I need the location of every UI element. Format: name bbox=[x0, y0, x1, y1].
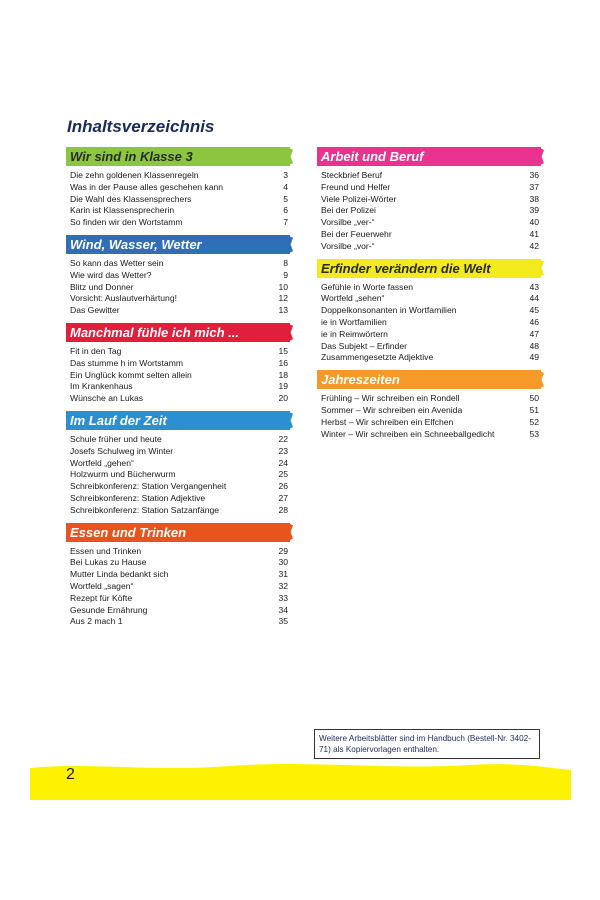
toc-entry-page: 15 bbox=[278, 345, 288, 356]
toc-entry-list bbox=[66, 166, 290, 235]
toc-entry bbox=[70, 393, 288, 405]
toc-entry-label: Bei der Feuerwehr bbox=[321, 228, 392, 239]
toc-entry-label: Rezept für Köfte bbox=[70, 592, 133, 603]
toc-entry-page: 22 bbox=[278, 433, 288, 444]
toc-section-im-lauf-der-zeit bbox=[66, 411, 290, 523]
toc-entry-label: Bei Lukas zu Hause bbox=[70, 557, 147, 568]
toc-entry bbox=[70, 557, 288, 569]
toc-entry-list bbox=[66, 342, 290, 411]
toc-entry-page: 28 bbox=[278, 504, 288, 515]
toc-entry-page: 46 bbox=[529, 316, 539, 327]
toc-entry-label: Schreibkonferenz: Station Vergangenheit bbox=[70, 481, 227, 492]
toc-entry-page: 5 bbox=[283, 193, 288, 204]
toc-entry-page: 29 bbox=[278, 545, 288, 556]
toc-entry bbox=[70, 458, 288, 470]
toc-entry bbox=[321, 341, 539, 353]
toc-entry-page: 30 bbox=[278, 557, 288, 568]
toc-entry-page: 38 bbox=[529, 193, 539, 204]
toc-entry bbox=[70, 217, 288, 229]
toc-entry-label: Das stumme h im Wortstamm bbox=[70, 357, 184, 368]
toc-entry-page: 33 bbox=[278, 592, 288, 603]
toc-entry-page: 41 bbox=[529, 228, 539, 239]
toc-entry-label: Das Subjekt – Erfinder bbox=[321, 340, 407, 351]
toc-entry-page: 6 bbox=[283, 205, 288, 216]
handbook-note: Weitere Arbeitsblätter sind im Handbuch (Bestell-Nr. 3402-71) als Kopiervorlagen enthalten. bbox=[314, 729, 540, 759]
toc-entry-label: ie in Reimwörtern bbox=[321, 328, 388, 339]
toc-entry-page: 18 bbox=[278, 369, 288, 380]
toc-entry-list bbox=[66, 254, 290, 323]
toc-entry-page: 16 bbox=[278, 357, 288, 368]
toc-entry-label: Vorsilbe „ver-“ bbox=[321, 217, 375, 228]
toc-entry bbox=[321, 305, 539, 317]
toc-entry-page: 27 bbox=[278, 492, 288, 503]
section-heading: Jahreszeiten bbox=[317, 370, 541, 389]
toc-entry-list bbox=[317, 278, 541, 371]
toc-entry-page: 12 bbox=[278, 293, 288, 304]
toc-entry bbox=[70, 370, 288, 382]
toc-entry bbox=[321, 405, 539, 417]
toc-entry-page: 42 bbox=[529, 240, 539, 251]
toc-entry bbox=[321, 317, 539, 329]
toc-entry-page: 40 bbox=[529, 217, 539, 228]
toc-entry-page: 47 bbox=[529, 328, 539, 339]
section-heading: Wir sind in Klasse 3 bbox=[66, 147, 290, 166]
toc-entry bbox=[321, 217, 539, 229]
toc-entry bbox=[321, 194, 539, 206]
toc-column-right bbox=[317, 147, 541, 446]
toc-entry-label: Wünsche an Lukas bbox=[70, 393, 144, 404]
section-heading: Essen und Trinken bbox=[66, 523, 290, 542]
toc-entry bbox=[321, 352, 539, 364]
toc-entry-label: Ein Unglück kommt selten allein bbox=[70, 369, 192, 380]
footer-band bbox=[30, 758, 571, 800]
toc-entry-label: Mutter Linda bedankt sich bbox=[70, 569, 169, 580]
toc-entry bbox=[70, 434, 288, 446]
toc-entry-page: 39 bbox=[529, 205, 539, 216]
toc-entry-label: Herbst – Wir schreiben ein Elfchen bbox=[321, 416, 454, 427]
toc-entry bbox=[70, 481, 288, 493]
toc-entry bbox=[321, 417, 539, 429]
toc-entry-label: Vorsicht: Auslautverhärtung! bbox=[70, 293, 178, 304]
toc-entry-label: Vorsilbe „vor-“ bbox=[321, 240, 375, 251]
footer-band-shape bbox=[30, 764, 571, 800]
section-heading: Im Lauf der Zeit bbox=[66, 411, 290, 430]
toc-entry-page: 32 bbox=[278, 580, 288, 591]
toc-entry-page: 34 bbox=[278, 604, 288, 615]
toc-entry-label: Die zehn goldenen Klassenregeln bbox=[70, 170, 199, 180]
toc-entry bbox=[70, 258, 288, 270]
toc-entry-page: 23 bbox=[278, 445, 288, 456]
toc-section-wind-wasser-wetter bbox=[66, 235, 290, 323]
toc-entry bbox=[70, 182, 288, 194]
toc-entry-label: Fit in den Tag bbox=[70, 345, 122, 356]
toc-entry-label: Steckbrief Beruf bbox=[321, 170, 383, 180]
toc-entry-label: Bei der Polizei bbox=[321, 205, 376, 216]
toc-section-essen-und-trinken bbox=[66, 523, 290, 635]
toc-entry-list bbox=[317, 389, 541, 446]
toc-entry-list bbox=[317, 166, 541, 259]
toc-entry bbox=[70, 381, 288, 393]
toc-entry bbox=[70, 446, 288, 458]
toc-entry-label: Im Krankenhaus bbox=[70, 381, 133, 392]
toc-entry bbox=[321, 282, 539, 294]
toc-entry bbox=[70, 270, 288, 282]
toc-entry-label: Was in der Pause alles geschehen kann bbox=[70, 181, 224, 192]
toc-entry-label: So kann das Wetter sein bbox=[70, 257, 164, 268]
toc-entry-label: Schreibkonferenz: Station Satzanfänge bbox=[70, 504, 220, 515]
toc-entry-page: 52 bbox=[529, 416, 539, 427]
toc-entry-page: 7 bbox=[283, 217, 288, 228]
toc-entry-page: 43 bbox=[529, 281, 539, 292]
toc-entry-page: 35 bbox=[278, 616, 288, 627]
toc-section-jahreszeiten bbox=[317, 370, 541, 446]
toc-entry-label: Wortfeld „sagen“ bbox=[70, 580, 134, 591]
section-heading: Erfinder verändern die Welt bbox=[317, 259, 541, 278]
toc-entry bbox=[70, 293, 288, 305]
toc-section-manchmal-fuehle-ich-mich bbox=[66, 323, 290, 411]
toc-entry bbox=[70, 358, 288, 370]
toc-entry bbox=[70, 605, 288, 617]
toc-entry-page: 20 bbox=[278, 393, 288, 404]
toc-entry bbox=[70, 569, 288, 581]
toc-entry bbox=[321, 170, 539, 182]
toc-entry-page: 31 bbox=[278, 569, 288, 580]
toc-entry bbox=[70, 346, 288, 358]
toc-entry-page: 37 bbox=[529, 181, 539, 192]
toc-entry bbox=[70, 505, 288, 517]
toc-entry bbox=[321, 205, 539, 217]
toc-entry-list bbox=[66, 430, 290, 523]
toc-entry-page: 53 bbox=[529, 428, 539, 439]
toc-entry bbox=[70, 305, 288, 317]
toc-entry bbox=[321, 393, 539, 405]
toc-entry-label: Aus 2 mach 1 bbox=[70, 616, 123, 627]
toc-entry-label: Gesunde Ernährung bbox=[70, 604, 148, 615]
toc-entry-page: 44 bbox=[529, 293, 539, 304]
toc-entry bbox=[70, 616, 288, 628]
section-heading: Manchmal fühle ich mich ... bbox=[66, 323, 290, 342]
toc-entry-page: 4 bbox=[283, 181, 288, 192]
toc-entry-label: Gefühle in Worte fassen bbox=[321, 281, 414, 292]
page-number: 2 bbox=[66, 766, 75, 783]
toc-entry-page: 45 bbox=[529, 305, 539, 316]
toc-entry-label: Wie wird das Wetter? bbox=[70, 269, 152, 280]
toc-entry bbox=[70, 469, 288, 481]
toc-entry-label: Karin ist Klassensprecherin bbox=[70, 205, 175, 216]
toc-entry bbox=[321, 293, 539, 305]
toc-entry bbox=[70, 546, 288, 558]
toc-entry-page: 13 bbox=[278, 305, 288, 316]
toc-entry bbox=[321, 182, 539, 194]
toc-entry-label: Frühling – Wir schreiben ein Rondell bbox=[321, 393, 460, 404]
toc-entry bbox=[70, 493, 288, 505]
toc-entry bbox=[70, 581, 288, 593]
section-heading: Wind, Wasser, Wetter bbox=[66, 235, 290, 254]
toc-entry bbox=[321, 329, 539, 341]
toc-entry bbox=[70, 170, 288, 182]
toc-entry-label: Wortfeld „sehen“ bbox=[321, 293, 385, 304]
toc-entry-page: 8 bbox=[283, 257, 288, 268]
toc-entry-label: Doppelkonsonanten in Wortfamilien bbox=[321, 305, 457, 316]
toc-entry-label: ie in Wortfamilien bbox=[321, 316, 387, 327]
page-title: Inhaltsverzeichnis bbox=[67, 117, 215, 136]
toc-entry bbox=[321, 241, 539, 253]
toc-entry-page: 19 bbox=[278, 381, 288, 392]
toc-entry-label: Schreibkonferenz: Station Adjektive bbox=[70, 492, 206, 503]
toc-entry-label: Die Wahl des Klassensprechers bbox=[70, 193, 192, 204]
toc-entry-page: 50 bbox=[529, 393, 539, 404]
toc-section-wir-sind-in-klasse-3 bbox=[66, 147, 290, 235]
toc-entry-label: Sommer – Wir schreiben ein Avenida bbox=[321, 404, 463, 415]
toc-entry bbox=[70, 282, 288, 294]
toc-section-erfinder-veraendern-die-welt bbox=[317, 259, 541, 371]
toc-entry-label: Schule früher und heute bbox=[70, 433, 162, 444]
toc-entry bbox=[321, 229, 539, 241]
toc-entry-label: Blitz und Donner bbox=[70, 281, 134, 292]
toc-entry-page: 24 bbox=[278, 457, 288, 468]
toc-entry bbox=[70, 205, 288, 217]
toc-entry-label: Josefs Schulweg im Winter bbox=[70, 445, 174, 456]
toc-entry-page: 3 bbox=[283, 170, 288, 180]
toc-entry-label: Winter – Wir schreiben ein Schneeballgedicht bbox=[321, 428, 495, 439]
toc-entry bbox=[70, 593, 288, 605]
toc-entry-page: 10 bbox=[278, 281, 288, 292]
toc-entry-page: 9 bbox=[283, 269, 288, 280]
toc-entry-label: Wortfeld „gehen“ bbox=[70, 457, 134, 468]
toc-entry-list bbox=[66, 542, 290, 635]
toc-entry bbox=[70, 194, 288, 206]
toc-entry-page: 25 bbox=[278, 469, 288, 480]
toc-entry-page: 26 bbox=[278, 481, 288, 492]
toc-entry-page: 36 bbox=[529, 170, 539, 180]
toc-column-left bbox=[66, 147, 290, 634]
toc-entry-page: 51 bbox=[529, 404, 539, 415]
toc-entry-page: 49 bbox=[529, 352, 539, 363]
toc-entry-label: So finden wir den Wortstamm bbox=[70, 217, 183, 228]
toc-entry-label: Holzwurm und Bücherwurm bbox=[70, 469, 176, 480]
toc-entry bbox=[321, 429, 539, 441]
section-heading: Arbeit und Beruf bbox=[317, 147, 541, 166]
toc-entry-label: Zusammengesetzte Adjektive bbox=[321, 352, 434, 363]
toc-section-arbeit-und-beruf bbox=[317, 147, 541, 259]
toc-entry-label: Das Gewitter bbox=[70, 305, 120, 316]
toc-entry-page: 48 bbox=[529, 340, 539, 351]
toc-entry-label: Essen und Trinken bbox=[70, 545, 142, 556]
toc-entry-label: Freund und Helfer bbox=[321, 181, 391, 192]
toc-entry-label: Viele Polizei-Wörter bbox=[321, 193, 397, 204]
